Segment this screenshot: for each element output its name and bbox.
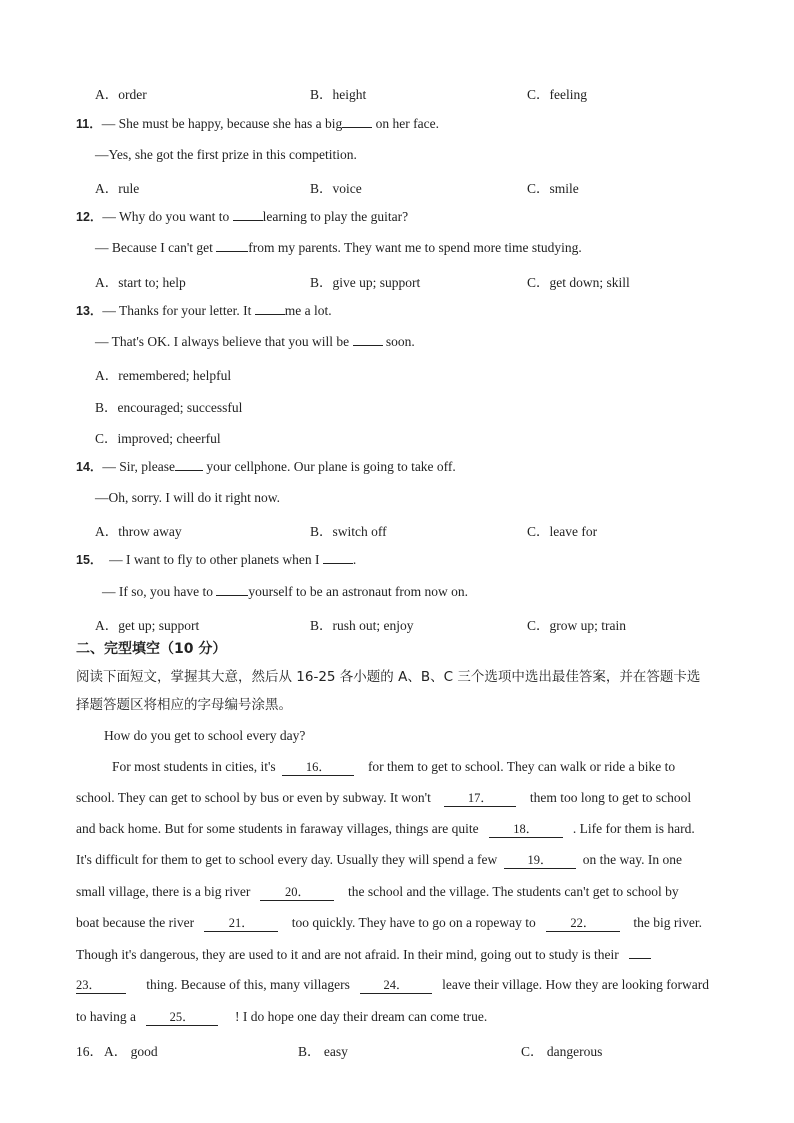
answer-blank — [353, 333, 383, 346]
instructions-line1: 阅读下面短文，掌握其大意，然后从 16-25 各小题的 A、B、C 三个选项中选出最佳答案，并在答题卡选 — [76, 669, 701, 685]
q16-option-b: B． easy — [298, 1044, 348, 1059]
q14-number: 14． — [76, 460, 103, 474]
q12-line1: 12．— Why do you want to learning to play the guitar? — [76, 209, 409, 224]
q15-option-b: B．rush out; enjoy — [310, 618, 414, 633]
answer-blank — [255, 302, 285, 315]
q13-option-b: B．encouraged; successful — [95, 400, 243, 415]
answer-blank — [629, 946, 651, 959]
answer-blank — [175, 458, 203, 471]
q12-option-b: B．give up; support — [310, 275, 421, 290]
q15-line1: 15． — I want to fly to other planets when I . — [76, 552, 357, 567]
q15-option-a: A．get up; support — [95, 618, 200, 633]
blank-23: 23． — [76, 977, 126, 994]
q14-option-a: A．throw away — [95, 524, 182, 539]
q10-option-a: A．order — [95, 87, 147, 102]
q14-line2: —Oh, sorry. I will do it right now. — [95, 490, 280, 505]
passage-line: school. They can get to school by bus or even by subway. It won't 17． them too long to get to school — [76, 790, 692, 805]
q10-option-b: B．height — [310, 87, 367, 102]
q11-number: 11． — [76, 117, 102, 131]
passage-line: and back home. But for some students in faraway villages, things are quite 18． . Life for them is hard. — [76, 821, 695, 836]
q10-option-c: C．feeling — [527, 87, 587, 102]
q13-line2: — That's OK. I always believe that you will be soon. — [95, 334, 415, 349]
passage-line: It's difficult for them to get to school every day. Usually they will spend a few 19． on the way. In one — [76, 852, 682, 867]
passage-line: For most students in cities, it's 16． for them to get to school. They can walk or ride a bike to — [112, 759, 676, 774]
blank-20: 20． — [260, 884, 334, 901]
answer-blank — [342, 115, 372, 128]
passage-line: 23． thing. Because of this, many villagers 24． leave their village. How they are looking forward — [76, 977, 709, 992]
blank-16: 16． — [282, 759, 354, 776]
answer-blank — [233, 208, 263, 221]
q12-line2: — Because I can't get from my parents. They want me to spend more time studying. — [95, 240, 582, 255]
q11-line1: 11．— She must be happy, because she has a big on her face. — [76, 116, 440, 131]
q12-number: 12． — [76, 210, 103, 224]
q13-option-a: A．remembered; helpful — [95, 368, 232, 383]
passage-line: Though it's dangerous, they are used to it and are not afraid. In their mind, going out to study is their — [76, 946, 651, 963]
answer-blank — [216, 239, 248, 252]
blank-22: 22． — [546, 915, 620, 932]
blank-17: 17． — [444, 790, 516, 807]
answer-blank — [323, 551, 353, 564]
q15-option-c: C．grow up; train — [527, 618, 626, 633]
instructions-line2: 择题答题区将相应的字母编号涂黑。 — [76, 697, 292, 713]
blank-18: 18． — [489, 821, 563, 838]
passage-line: small village, there is a big river 20． the school and the village. The students can't get to school by — [76, 884, 679, 899]
blank-19: 19． — [504, 852, 576, 869]
q14-option-b: B．switch off — [310, 524, 387, 539]
q12-option-c: C．get down; skill — [527, 275, 630, 290]
passage-title: How do you get to school every day? — [104, 728, 306, 743]
q15-line2: — If so, you have to yourself to be an astronaut from now on. — [102, 584, 469, 599]
q11-option-c: C．smile — [527, 181, 579, 196]
blank-24: 24． — [360, 977, 432, 994]
q11-option-b: B．voice — [310, 181, 362, 196]
q16-option-a: A． good — [104, 1044, 158, 1059]
blank-21: 21． — [204, 915, 278, 932]
q16-option-c: C． dangerous — [521, 1044, 603, 1059]
q13-line1: 13．— Thanks for your letter. It me a lot. — [76, 303, 332, 318]
q13-number: 13． — [76, 304, 103, 318]
q14-line1: 14．— Sir, please your cellphone. Our plane is going to take off. — [76, 459, 456, 474]
blank-25: 25． — [146, 1009, 218, 1026]
section-heading: 二、完型填空（10 分） — [76, 641, 227, 657]
q11-line2: —Yes, she got the first prize in this competition. — [95, 147, 357, 162]
q14-option-c: C．leave for — [527, 524, 598, 539]
q15-number: 15． — [76, 553, 103, 567]
q12-option-a: A．start to; help — [95, 275, 186, 290]
answer-blank — [216, 583, 248, 596]
q16-number: 16． — [76, 1044, 103, 1059]
q13-option-c: C．improved; cheerful — [95, 431, 221, 446]
q11-option-a: A．rule — [95, 181, 140, 196]
passage-line: to having a 25． ! I do hope one day their dream can come true. — [76, 1009, 488, 1024]
passage-line: boat because the river 21． too quickly. They have to go on a ropeway to 22． the big river. — [76, 915, 703, 930]
